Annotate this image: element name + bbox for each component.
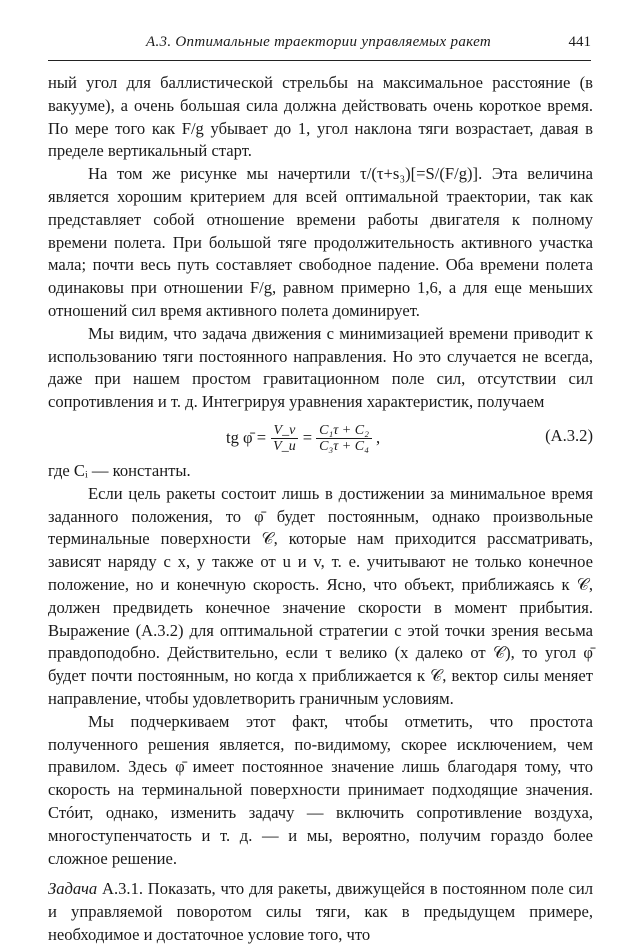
fraction-denominator: C₃τ + C₄ <box>319 438 369 454</box>
running-header <box>48 34 591 56</box>
equation-comma: , <box>375 428 381 448</box>
body-text <box>48 72 593 947</box>
equation-number: (А.3.2) <box>545 425 593 445</box>
paragraph: Мы видим, что задача движения с минимизацией времени приводит к использованию тяги постоянного направления. Но это случается не всегда, даже при нашем простом гравитационном поле сил, отсутствии сил сопротивления и т. д. Интегрируя уравнения характеристик, получаем <box>48 323 593 412</box>
page-number: 441 <box>568 34 591 50</box>
equation-formula <box>226 423 380 454</box>
running-title: А.3. Оптимальные траектории управляемых ракет <box>146 34 491 50</box>
equals-sign: = <box>302 428 313 448</box>
fraction-denominator: V_u <box>273 438 296 454</box>
header-rule <box>48 60 591 61</box>
spacer <box>48 870 593 878</box>
equation-a32 <box>48 416 593 456</box>
problem-label: Задача <box>48 879 98 899</box>
paragraph: где Cᵢ — константы. <box>48 460 191 480</box>
paragraph: ный угол для баллистической стрельбы на максимальное расстояние (в вакууме), а очень большая сила должна действовать очень короткое время. По мере того как F/g убывает до 1, угол наклона тяги возрастает, давая в пределе вертикальный старт. <box>48 73 593 161</box>
problem-text: А.3.1. Показать, что для ракеты, движущейся в постоянном поле сил и управляемой поворотом силы тяги, как в предыдущем примере, необходимое и достаточное условие того, что <box>48 879 593 944</box>
paragraph: На том же рисунке мы начертили τ/(τ+s₃)[=S/(F/g)]. Эта величина является хорошим критерием для всей оптимальной траектории, так как представляет собой отношение времени работы двигателя к полному времени полета. При большой тяге продолжительность активного участка мала; почти весь путь составляет свободное падение. Оба времени полета одинаковы при отношении F/g, равном примерно 1,6, а для еще меньших отношений сил время активного полета доминирует. <box>48 164 593 320</box>
equation-lhs: tg φ̄ = <box>226 428 267 448</box>
fraction-numerator: C₁τ + C₂ <box>316 423 372 439</box>
fraction-velocity <box>270 423 299 454</box>
paragraph: Если цель ракеты состоит лишь в достижении за минимальное время заданного положения, то φ̄ будет постоянным, однако произвольные терминальные поверхности 𝒞, которые нам приходится рассматривать, зависят наряду с x, y также от u и v, т. е. учитывают не только конечное положение, но и конечную скорость. Ясно, что объект, приближаясь к 𝒞, должен предвидеть конечное значение скорости в момент прибытия. Выражение (А.3.2) для оптимальной стратегии с этой точки зрения весьма правдоподобно. Действительно, если τ велико (x далеко от 𝒞), то угол φ̄ будет почти постоянным, но когда x приближается к 𝒞, вектор силы меняет направление, чтобы удовлетворить граничным условиям. <box>48 483 593 708</box>
paragraph: Мы подчеркиваем этот факт, чтобы отметить, что простота полученного решения является, по-видимому, скорее исключением, чем правилом. Здесь φ̄ имеет постоянное значение лишь благодаря тому, что скорость на терминальной поверхности принимает подходящие значения. Стóит, однако, изменить задачу — включить сопротивление воздуха, многоступенчатость и т. д. — и мы, вероятно, получим гораздо более сложное решение. <box>48 711 593 868</box>
problem-statement <box>48 878 593 946</box>
fraction-constants <box>316 423 372 454</box>
fraction-numerator: V_v <box>271 423 299 439</box>
